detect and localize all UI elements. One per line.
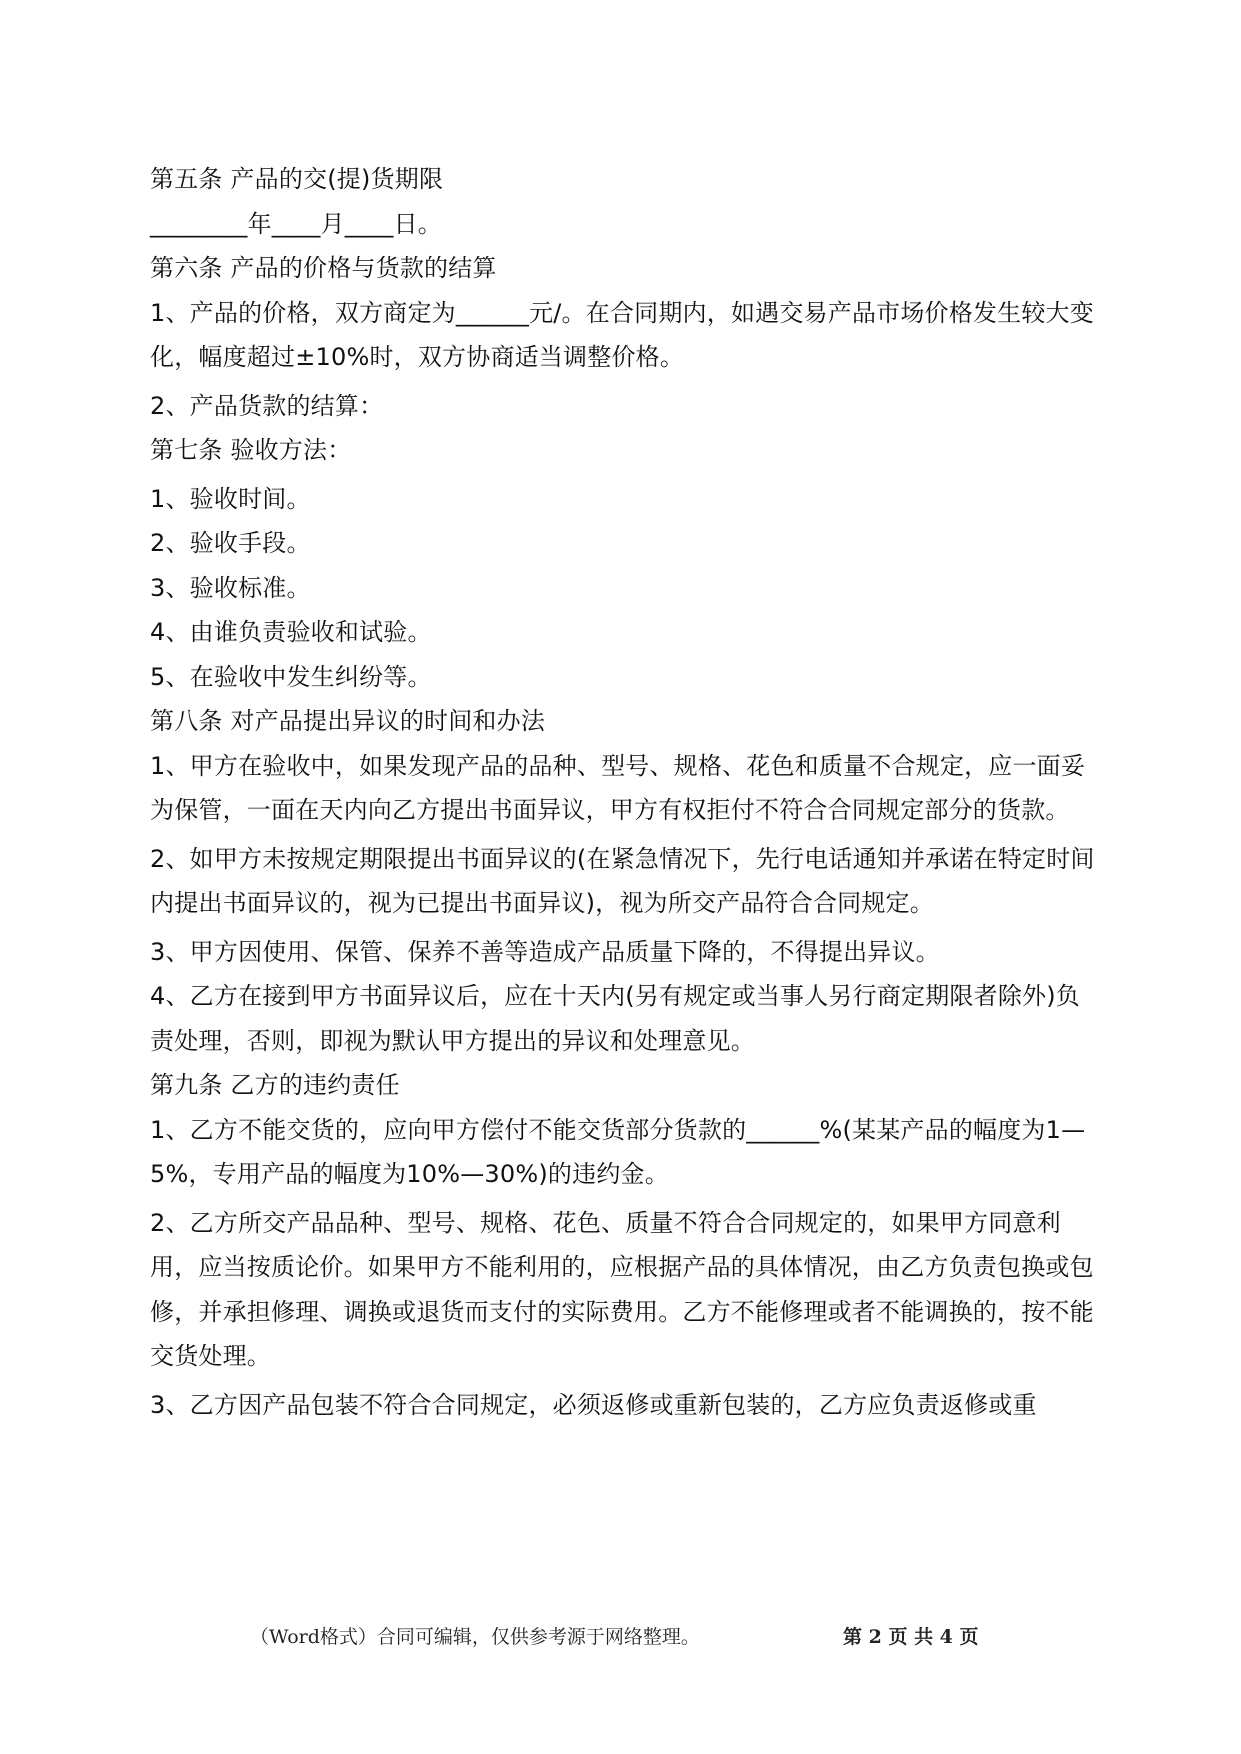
article-7-clause-1: 1、验收时间。 bbox=[150, 484, 311, 513]
article-7-clause-3: 3、验收标准。 bbox=[150, 573, 311, 602]
delivery-date-line: ________年____月____日。 bbox=[150, 209, 442, 238]
article-9-clause-3: 3、乙方因产品包装不符合合同规定，必须返修或重新包装的，乙方应负责返修或重 bbox=[150, 1390, 1037, 1419]
article-6-clause-1: 1、产品的价格，双方商定为______元/。在合同期内，如遇交易产品市场价格发生较大变化，幅度超过±10%时，双方协商适当调整价格。 bbox=[150, 298, 1094, 371]
article-9-clause-2: 2、乙方所交产品品种、型号、规格、花色、质量不符合合同规定的，如果甲方同意利用，应当按质论价。如果甲方不能利用的，应根据产品的具体情况，由乙方负责包换或包修，并承担修理、调换或退货而支付的实际费用。乙方不能修理或者不能调换的，按不能交货处理。 bbox=[150, 1208, 1094, 1370]
article-6-heading: 第六条 产品的价格与货款的结算 bbox=[150, 254, 497, 282]
article-7-heading: 第七条 验收方法： bbox=[150, 436, 352, 464]
article-8-clause-1: 1、甲方在验收中，如果发现产品的品种、型号、规格、花色和质量不合规定，应一面妥为保管，一面在天内向乙方提出书面异议，甲方有权拒付不符合合同规定部分的货款。 bbox=[150, 751, 1086, 824]
article-8-clause-3: 3、甲方因使用、保管、保养不善等造成产品质量下降的，不得提出异议。 bbox=[150, 937, 940, 966]
article-9-heading: 第九条 乙方的违约责任 bbox=[150, 1071, 400, 1099]
article-7-clause-4: 4、由谁负责验收和试验。 bbox=[150, 618, 432, 646]
article-9-clause-1: 1、乙方不能交货的，应向甲方偿付不能交货部分货款的______%(某某产品的幅度为1—5%，专用产品的幅度为10%—30%)的违约金。 bbox=[150, 1115, 1086, 1188]
article-8-clause-2: 2、如甲方未按规定期限提出书面异议的(在紧急情况下，先行电话通知并承诺在特定时间内提出书面异议的，视为已提出书面异议)，视为所交产品符合合同规定。 bbox=[150, 844, 1095, 917]
document-body bbox=[150, 157, 1095, 1427]
footer-note: （Word格式）合同可编辑，仅供参考源于网络整理。 bbox=[250, 1626, 700, 1648]
page-number: 第 2 页 共 4 页 bbox=[843, 1626, 979, 1648]
page-footer bbox=[0, 1622, 1241, 1652]
article-5-heading: 第五条 产品的交(提)货期限 bbox=[150, 165, 444, 193]
article-7-clause-2: 2、验收手段。 bbox=[150, 529, 311, 557]
article-8-clause-4: 4、乙方在接到甲方书面异议后，应在十天内(另有规定或当事人另行商定期限者除外)负责处理，否则，即视为默认甲方提出的异议和处理意见。 bbox=[150, 982, 1080, 1055]
article-8-heading: 第八条 对产品提出异议的时间和办法 bbox=[150, 707, 546, 735]
article-7-clause-5: 5、在验收中发生纠纷等。 bbox=[150, 662, 432, 691]
article-6-clause-2: 2、产品货款的结算： bbox=[150, 391, 384, 420]
